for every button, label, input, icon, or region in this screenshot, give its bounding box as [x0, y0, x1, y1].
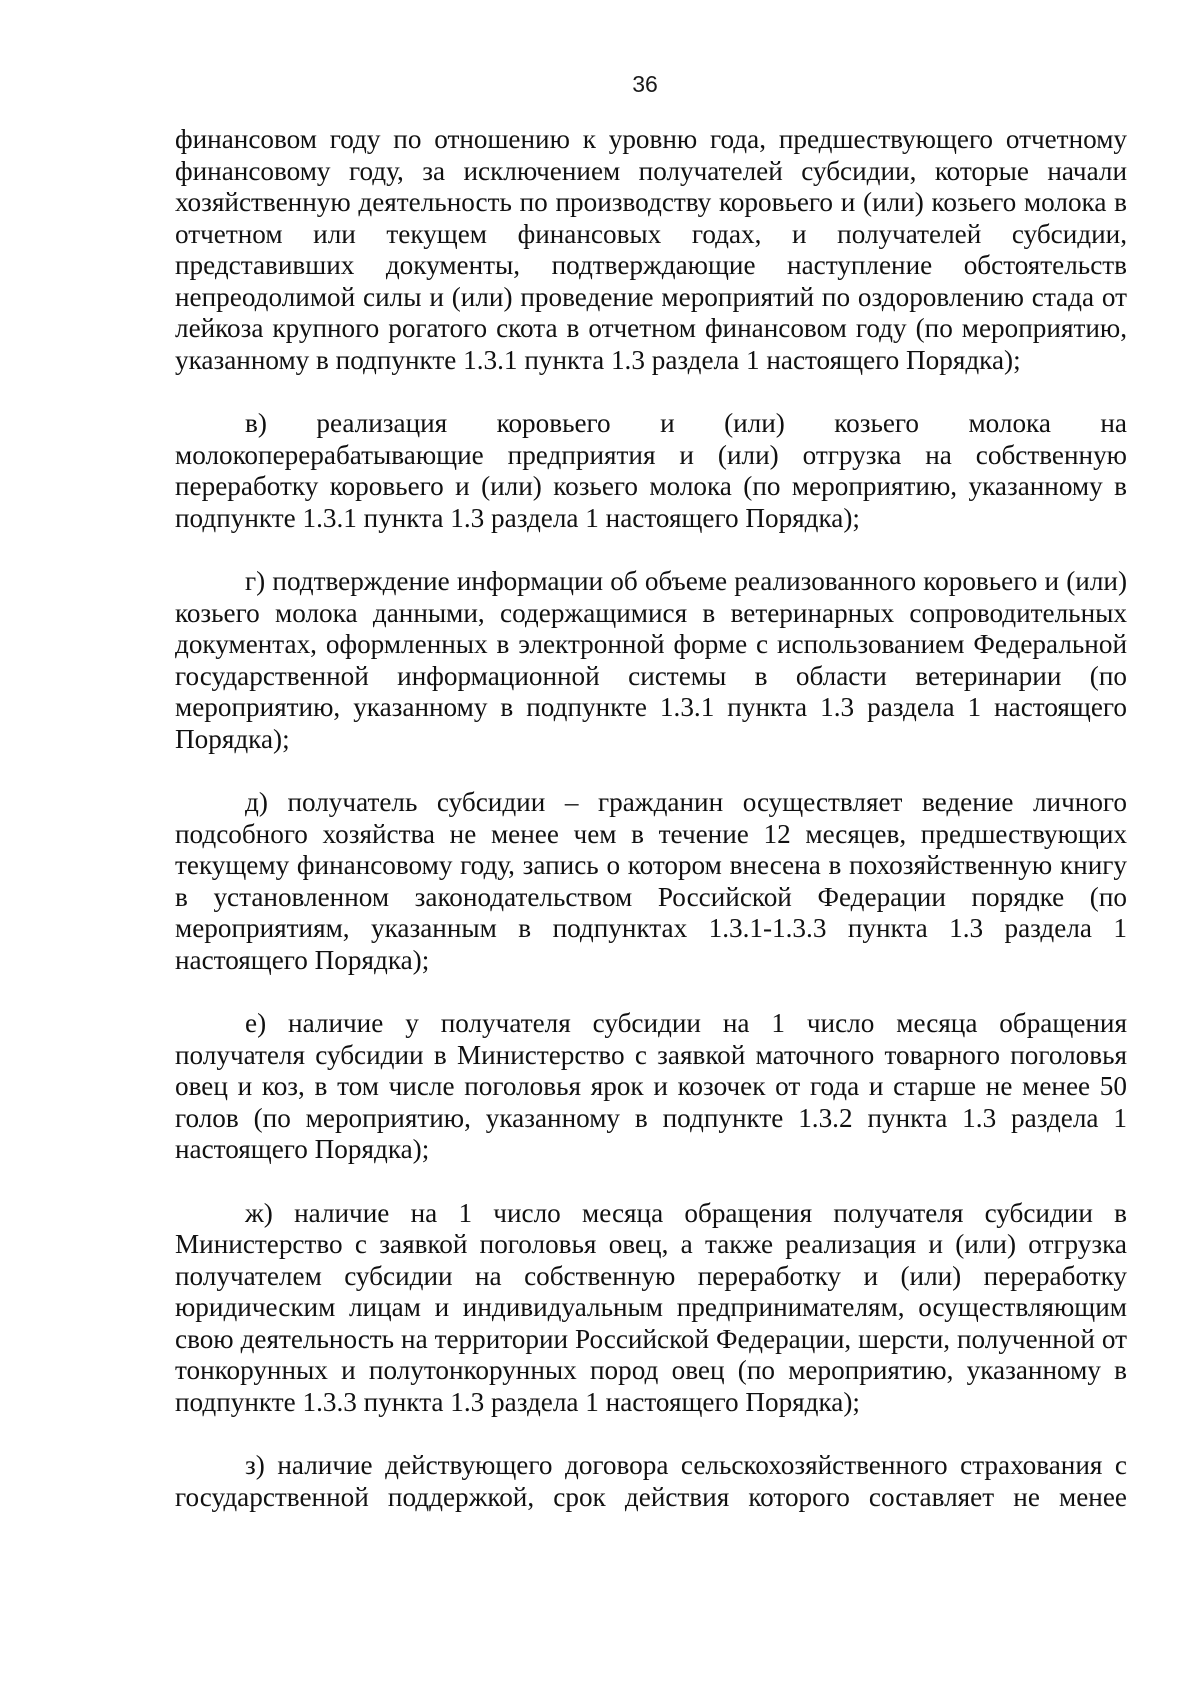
document-body — [175, 124, 1127, 1513]
page-number: 36 — [632, 71, 658, 97]
paragraph-item-z: з) наличие действующего договора сельскохозяйственного страхования с государственной поддержкой, срок действия которого составляет не менее — [175, 1450, 1127, 1512]
paragraph-item-zh: ж) наличие на 1 число месяца обращения получателя субсидии в Министерство с заявкой поголовья овец, а также реализация и (или) отгрузка получателем субсидии на собственную переработку и (или) переработку юридическим лицам и индивидуальным предпринимателям, осуществляющим свою деятельность на территории Российской Федерации, шерсти, полученной от тонкорунных и полутонкорунных пород овец (по мероприятию, указанному в подпункте 1.3.3 пункта 1.3 раздела 1 настоящего Порядка); — [175, 1197, 1127, 1417]
paragraph-item-d: д) получатель субсидии – гражданин осуществляет ведение личного подсобного хозяйства не менее чем в течение 12 месяцев, предшествующих текущему финансовому году, запись о котором внесена в похозяйственную книгу в установленном законодательством Российской Федерации порядке (по мероприятиям, указанным в подпунктах 1.3.1-1.3.3 пункта 1.3 раздела 1 настоящего Порядка); — [175, 787, 1127, 975]
paragraph-continuation: финансовом году по отношению к уровню года, предшествующего отчетному финансовому году, за исключением получателей субсидии, которые начали хозяйственную деятельность по производству коровьего и (или) козьего молока в отчетном или текущем финансовых годах, и получателей субсидии, представивших документы, подтверждающие наступление обстоятельств непреодолимой силы и (или) проведение мероприятий по оздоровлению стада от лейкоза крупного рогатого скота в отчетном финансовом году (по мероприятию, указанному в подпункте 1.3.1 пункта 1.3 раздела 1 настоящего Порядка); — [175, 124, 1127, 375]
paragraph-item-v: в) реализация коровьего и (или) козьего молока на молокоперерабатывающие предприятия и (или) отгрузка на собственную переработку коровьего и (или) козьего молока (по мероприятию, указанному в подпункте 1.3.1 пункта 1.3 раздела 1 настоящего Порядка); — [175, 408, 1127, 533]
paragraph-item-e: е) наличие у получателя субсидии на 1 число месяца обращения получателя субсидии в Министерство с заявкой маточного товарного поголовья овец и коз, в том числе поголовья ярок и козочек от года и старше не менее 50 голов (по мероприятию, указанному в подпункте 1.3.2 пункта 1.3 раздела 1 настоящего Порядка); — [175, 1008, 1127, 1164]
paragraph-item-g: г) подтверждение информации об объеме реализованного коровьего и (или) козьего молока данными, содержащимися в ветеринарных сопроводительных документах, оформленных в электронной форме с использованием Федеральной государственной информационной системы в области ветеринарии (по мероприятию, указанному в подпункте 1.3.1 пункта 1.3 раздела 1 настоящего Порядка); — [175, 566, 1127, 754]
